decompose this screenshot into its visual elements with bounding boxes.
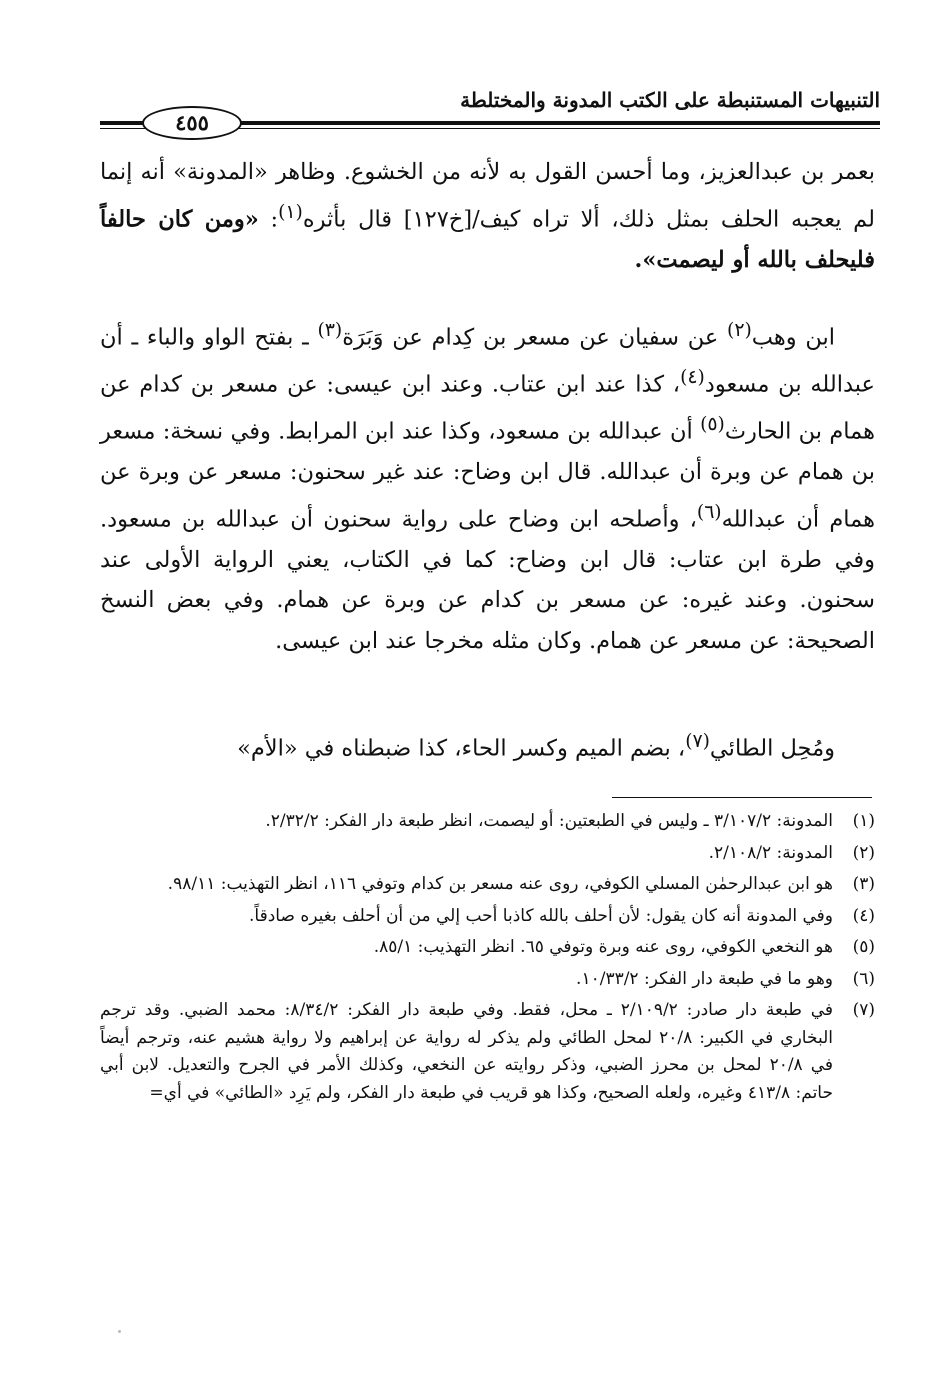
footnote-number: (١) <box>852 811 875 831</box>
footnotes <box>100 808 875 1111</box>
footnote-number: (٧) <box>852 1000 875 1020</box>
footnote-ref-7: (٧) <box>685 731 710 752</box>
paragraph-3-text-a: ومُحِل الطائي <box>709 735 835 762</box>
paragraph-2-text-b: عن سفيان عن مسعر بن كِدام عن وَبَرَة <box>342 324 728 351</box>
paragraph-2-text-d: ، كذا عند ابن عتاب. وعند ابن عيسى: عن مسعر بن كدام عن همام بن الحارث <box>100 371 875 445</box>
hadith-quote: «ومن كان حالفاً فليحلف بالله أو ليصمت». <box>100 206 875 273</box>
footnote-text: هو النخعي الكوفي، روى عنه وبرة وتوفي ٦٥. انظر التهذيب: ٨٥/١. <box>373 937 833 957</box>
footnote-text: المدونة: ٢/١٠٨/٢. <box>708 842 833 863</box>
footnote <box>100 903 875 931</box>
running-header <box>100 82 880 137</box>
paragraph-2-text-f: ، وأصلحه ابن وضاح على رواية سحنون أن عبدالله بن مسعود. وفي طرة ابن عتاب: قال ابن وضاح: كما في الكتاب، يعني الرواية الأولى عند سحنون. وعند غيره: عن مسعر بن كدام عن وبرة عن همام. وفي بعض النسخ الصحيحة: عن مسعر عن همام. وكان مثله مخرجا عند ابن عيسى. <box>100 506 875 654</box>
paragraph-3 <box>100 722 875 769</box>
footnote-ref-2: (٢) <box>727 320 752 341</box>
footnote-text: هو ابن عبدالرحمٰن المسلي الكوفي، روى عنه مسعر بن كدام وتوفي ١١٦، انظر التهذيب: ٩٨/١١. <box>167 874 833 894</box>
header-title: التنبيهات المستنبطة على الكتب المدونة والمختلطة <box>460 88 880 112</box>
page-number: ٤٥٥ <box>142 106 242 140</box>
paragraph-3-text-b: ، بضم الميم وكسر الحاء، كذا ضبطناه في «الأم» <box>237 735 686 762</box>
footnote-text: في طبعة دار صادر: ٢/١٠٩/٢ ـ محل، فقط. وفي طبعة دار الفكر: ٨/٣٤/٢: محمد الضبي. وقد ترجم البخاري في الكبير: ٢٠/٨ لمحل الطائي ولم يذكر له رواية عن إبراهيم ولا رواية هشيم عنه، وترجم أيضاً في ٢٠/٨ لمحل بن محرز الضبي، وذكر روايته عن النخعي، وكذلك الأمر في الجرح والتعديل. لابن أبي حاتم: ٤١٣/٨ وغيره، ولعله الصحيح، وكذا هو قريب في طبعة دار الفكر، ولم يَرِد «الطائي» في أي= <box>100 1000 834 1103</box>
footnote-number: (٦) <box>852 968 875 989</box>
paragraph-1 <box>100 152 875 280</box>
paragraph-2-text-a: ابن وهب <box>751 324 835 351</box>
footnote-text: المدونة: ٣/١٠٧/٢ ـ وليس في الطبعتين: أو ليصمت، انظر طبعة دار الفكر: ٢/٣٢/٢. <box>265 811 833 831</box>
footnote <box>100 840 875 868</box>
footnote-ref-3: (٣) <box>317 320 343 341</box>
footnote-number: (٢) <box>852 842 875 863</box>
footnote-ref-5: (٥) <box>700 414 725 435</box>
footnote <box>100 808 875 836</box>
footnote-text: وهو ما في طبعة دار الفكر: ١٠/٣٣/٢. <box>576 968 833 989</box>
scan-speck <box>118 1330 121 1333</box>
footnote <box>100 997 875 1107</box>
footnote-number: (٣) <box>852 874 875 894</box>
footnote-ref-6: (٦) <box>696 501 722 523</box>
footnote-ref-1: (١) <box>278 201 303 223</box>
footnote <box>100 966 875 994</box>
footnote-separator <box>612 797 872 798</box>
footnote <box>100 871 875 899</box>
paragraph-1-colon: : <box>258 206 279 232</box>
footnote-ref-4: (٤) <box>680 367 705 388</box>
paragraph-2-text-e: أن عبدالله بن مسعود، وكذا عند ابن المرابط. وفي نسخة: مسعر بن همام عن وبرة أن عبدالله. قال ابن وضاح: عند غير سحنون: مسعر عن وبرة عن همام أن عبدالله <box>100 418 875 532</box>
footnote <box>100 934 875 962</box>
footnote-number: (٤) <box>852 905 875 926</box>
footnote-text: وفي المدونة أنه كان يقول: لأن أحلف بالله كاذبا أحب إلي من أن أحلف بغيره صادقاً. <box>249 905 833 926</box>
paragraph-2-text-c: ـ بفتح الواو والباء ـ أن عبدالله بن مسعود <box>100 324 875 398</box>
paragraph-1-text: بعمر بن عبدالعزيز، وما أحسن القول به لأنه من الخشوع. وظاهر «المدونة» أنه إنما لم يعجبه الحلف بمثل ذلك، ألا تراه كيف/[خ١٢٧] قال بأثره <box>100 159 876 232</box>
footnote-number: (٥) <box>852 937 875 957</box>
paragraph-2 <box>100 311 875 661</box>
